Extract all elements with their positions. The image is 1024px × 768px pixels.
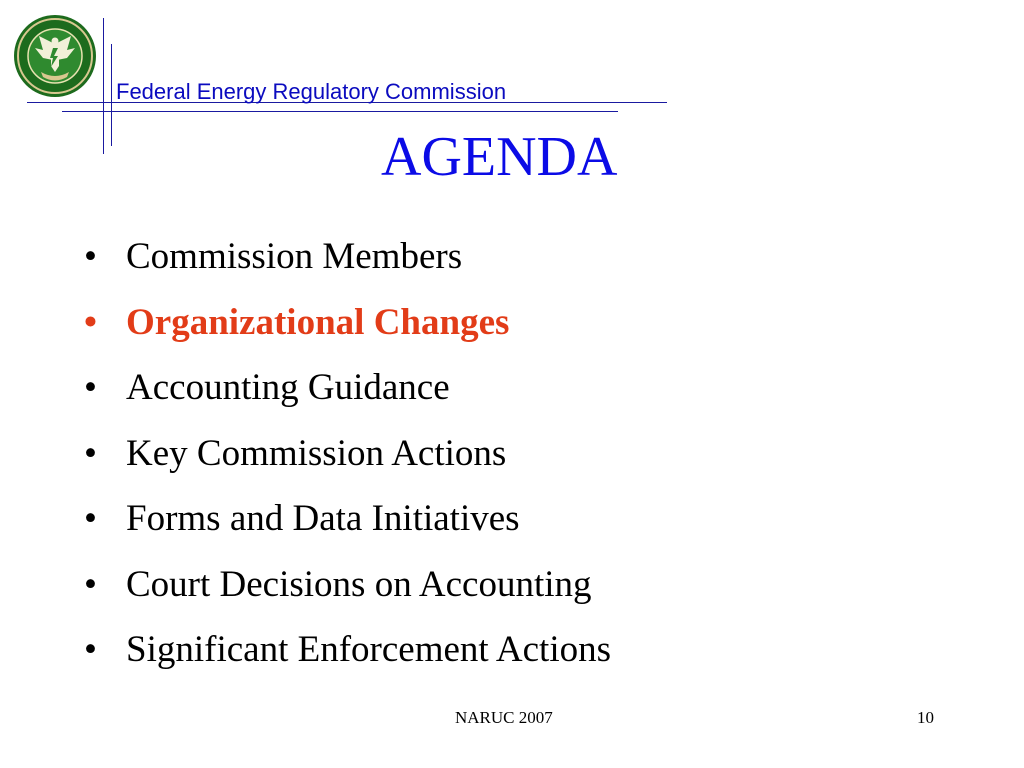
- agenda-item-label: Court Decisions on Accounting: [126, 563, 592, 605]
- agenda-item: [84, 621, 611, 687]
- header-rule-vertical-left: [103, 18, 104, 154]
- page-number: 10: [917, 708, 934, 727]
- bullet-icon: •: [84, 629, 97, 670]
- agenda-item-label: Forms and Data Initiatives: [126, 498, 520, 539]
- agenda-item: [84, 556, 611, 622]
- agenda-item-label: Organizational Changes: [126, 301, 510, 343]
- bullet-icon: •: [84, 432, 97, 474]
- agenda-item-label: Significant Enforcement Actions: [126, 629, 611, 670]
- agenda-item-label: Key Commission Actions: [126, 432, 507, 474]
- agency-name: Federal Energy Regulatory Commission: [116, 79, 507, 104]
- agenda-item: [84, 490, 611, 556]
- agenda-item-label: Accounting Guidance: [126, 367, 450, 408]
- bullet-icon: •: [84, 301, 97, 343]
- agenda-item-label: Commission Members: [126, 236, 463, 277]
- slide-title: AGENDA: [381, 126, 618, 188]
- footer-event-label: NARUC 2007: [455, 708, 553, 727]
- agenda-item-highlighted: [84, 294, 611, 360]
- bullet-icon: •: [84, 563, 97, 605]
- agenda-item: [84, 425, 611, 491]
- bullet-icon: •: [84, 367, 97, 408]
- bullet-icon: •: [84, 236, 97, 277]
- header-rule-vertical-right: [111, 44, 112, 146]
- agenda-list: [84, 228, 611, 687]
- ferc-seal-icon: [13, 14, 97, 98]
- bullet-icon: •: [84, 498, 97, 539]
- agenda-item: [84, 228, 611, 294]
- agenda-item: [84, 359, 611, 425]
- header-rule-bottom: [62, 111, 618, 112]
